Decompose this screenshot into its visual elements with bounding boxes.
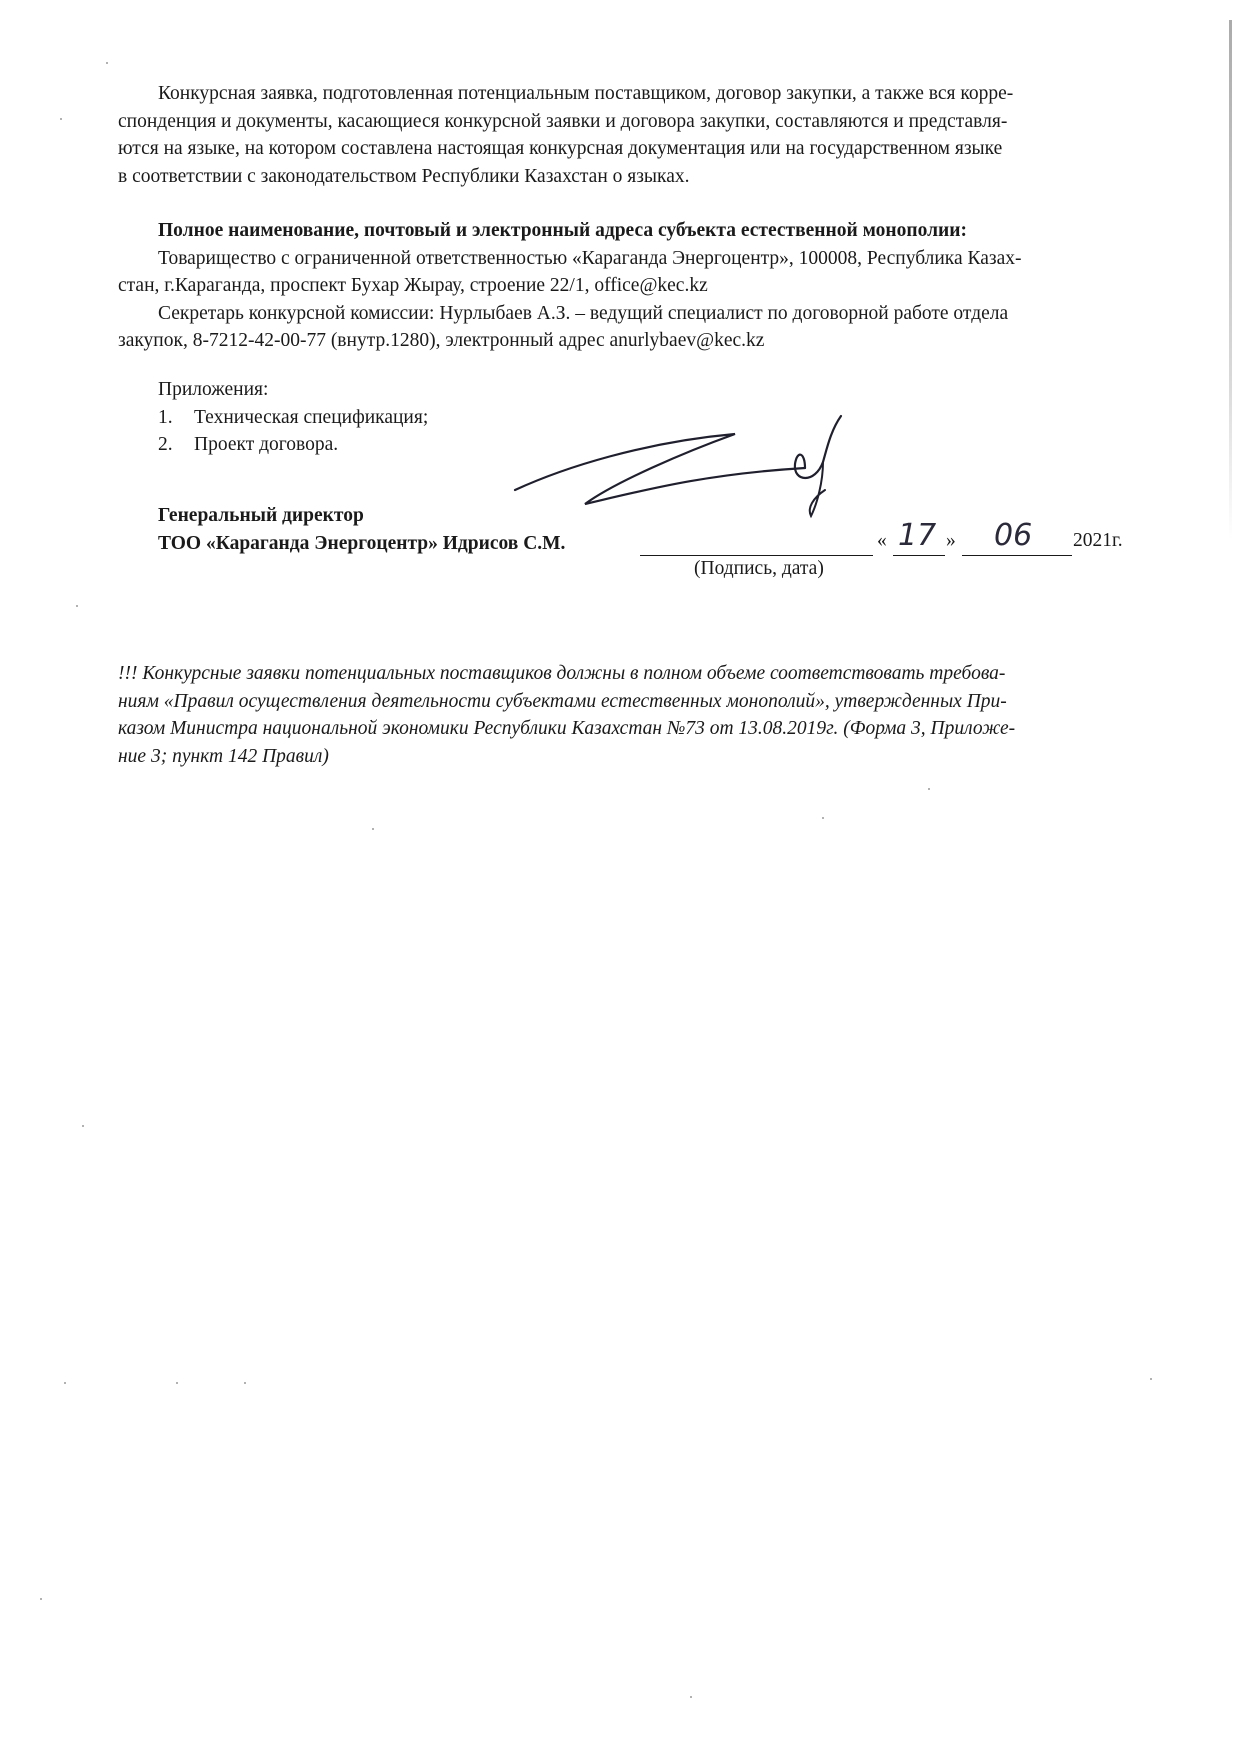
handwritten-month: 06 xyxy=(994,518,1033,553)
scan-edge-artifact xyxy=(1229,20,1232,540)
intro-line: в соответствии с законодательством Республики Казахстан о языках. xyxy=(118,165,690,187)
list-item-number: 1. xyxy=(158,406,173,428)
list-item xyxy=(158,404,428,432)
signatory-name: ТОО «Караганда Энергоцентр» Идрисов С.М. xyxy=(158,533,566,554)
scan-speck xyxy=(928,788,930,790)
scan-speck xyxy=(60,118,62,120)
date-close-quote: » xyxy=(946,530,956,551)
handwritten-signature xyxy=(505,412,865,522)
company-line: стан, г.Караганда, проспект Бухар Жырау, строение 22/1, office@kec.kz xyxy=(118,275,708,296)
secretary-line: закупок, 8-7212-42-00-77 (внутр.1280), электронный адрес anurlybaev@kec.kz xyxy=(118,330,765,351)
intro-line: Конкурсная заявка, подготовленная потенциальным поставщиком, договор закупки, а также вся корре- xyxy=(158,83,1014,104)
list-item-label: Техническая спецификация; xyxy=(194,406,429,428)
date-open-quote: « xyxy=(877,530,887,551)
scan-speck xyxy=(176,1382,178,1384)
note-line: казом Министра национальной экономики Республики Казахстан №73 от 13.08.2019г. (Форма 3, Приложе- xyxy=(118,718,1016,739)
scan-speck xyxy=(822,817,824,819)
scan-speck xyxy=(76,605,78,607)
intro-line: спонденция и документы, касающиеся конкурсной заявки и договора закупки, составляются и представля- xyxy=(118,110,1008,132)
list-item xyxy=(158,431,428,459)
signatory-title: Генеральный директор xyxy=(158,505,364,526)
note-line: !!! Конкурсные заявки потенциальных поставщиков должны в полном объеме соответствовать требова- xyxy=(118,663,1006,684)
note-line: ниям «Правил осуществления деятельности субъектами естественных монополий», утвержденных При- xyxy=(118,690,1007,712)
scan-speck xyxy=(40,1598,42,1600)
scan-speck xyxy=(690,1696,692,1698)
attachments-heading: Приложения: xyxy=(158,379,269,400)
address-section xyxy=(118,217,1154,355)
scan-speck xyxy=(372,828,374,830)
signature-line xyxy=(640,555,873,556)
handwritten-day: 17 xyxy=(898,518,937,553)
address-heading: Полное наименование, почтовый и электронный адреса субъекта естественной монополии: xyxy=(158,220,967,241)
list-item-number: 2. xyxy=(158,434,173,455)
scan-speck xyxy=(64,1382,66,1384)
company-line: Товарищество с ограниченной ответственностью «Караганда Энергоцентр», 100008, Республика Казах- xyxy=(158,247,1022,269)
date-year: 2021г. xyxy=(1073,530,1123,551)
scan-speck xyxy=(82,1125,84,1127)
scan-speck xyxy=(244,1382,246,1384)
signature-caption: (Подпись, дата) xyxy=(694,558,824,579)
secretary-line: Секретарь конкурсной комиссии: Нурлыбаев А.З. – ведущий специалист по договорной работе отдела xyxy=(158,302,1009,324)
intro-line: ются на языке, на котором составлена настоящая конкурсная документация или на государственном языке xyxy=(118,138,1003,159)
intro-paragraph xyxy=(118,80,1154,190)
note-line: ние 3; пункт 142 Правил) xyxy=(118,745,329,767)
attachments-list xyxy=(158,376,428,459)
scan-speck xyxy=(1150,1378,1152,1380)
list-item-label: Проект договора. xyxy=(194,434,339,455)
scan-speck xyxy=(106,62,108,64)
requirements-note xyxy=(118,660,1154,770)
day-line xyxy=(893,555,945,556)
month-line xyxy=(962,555,1072,556)
